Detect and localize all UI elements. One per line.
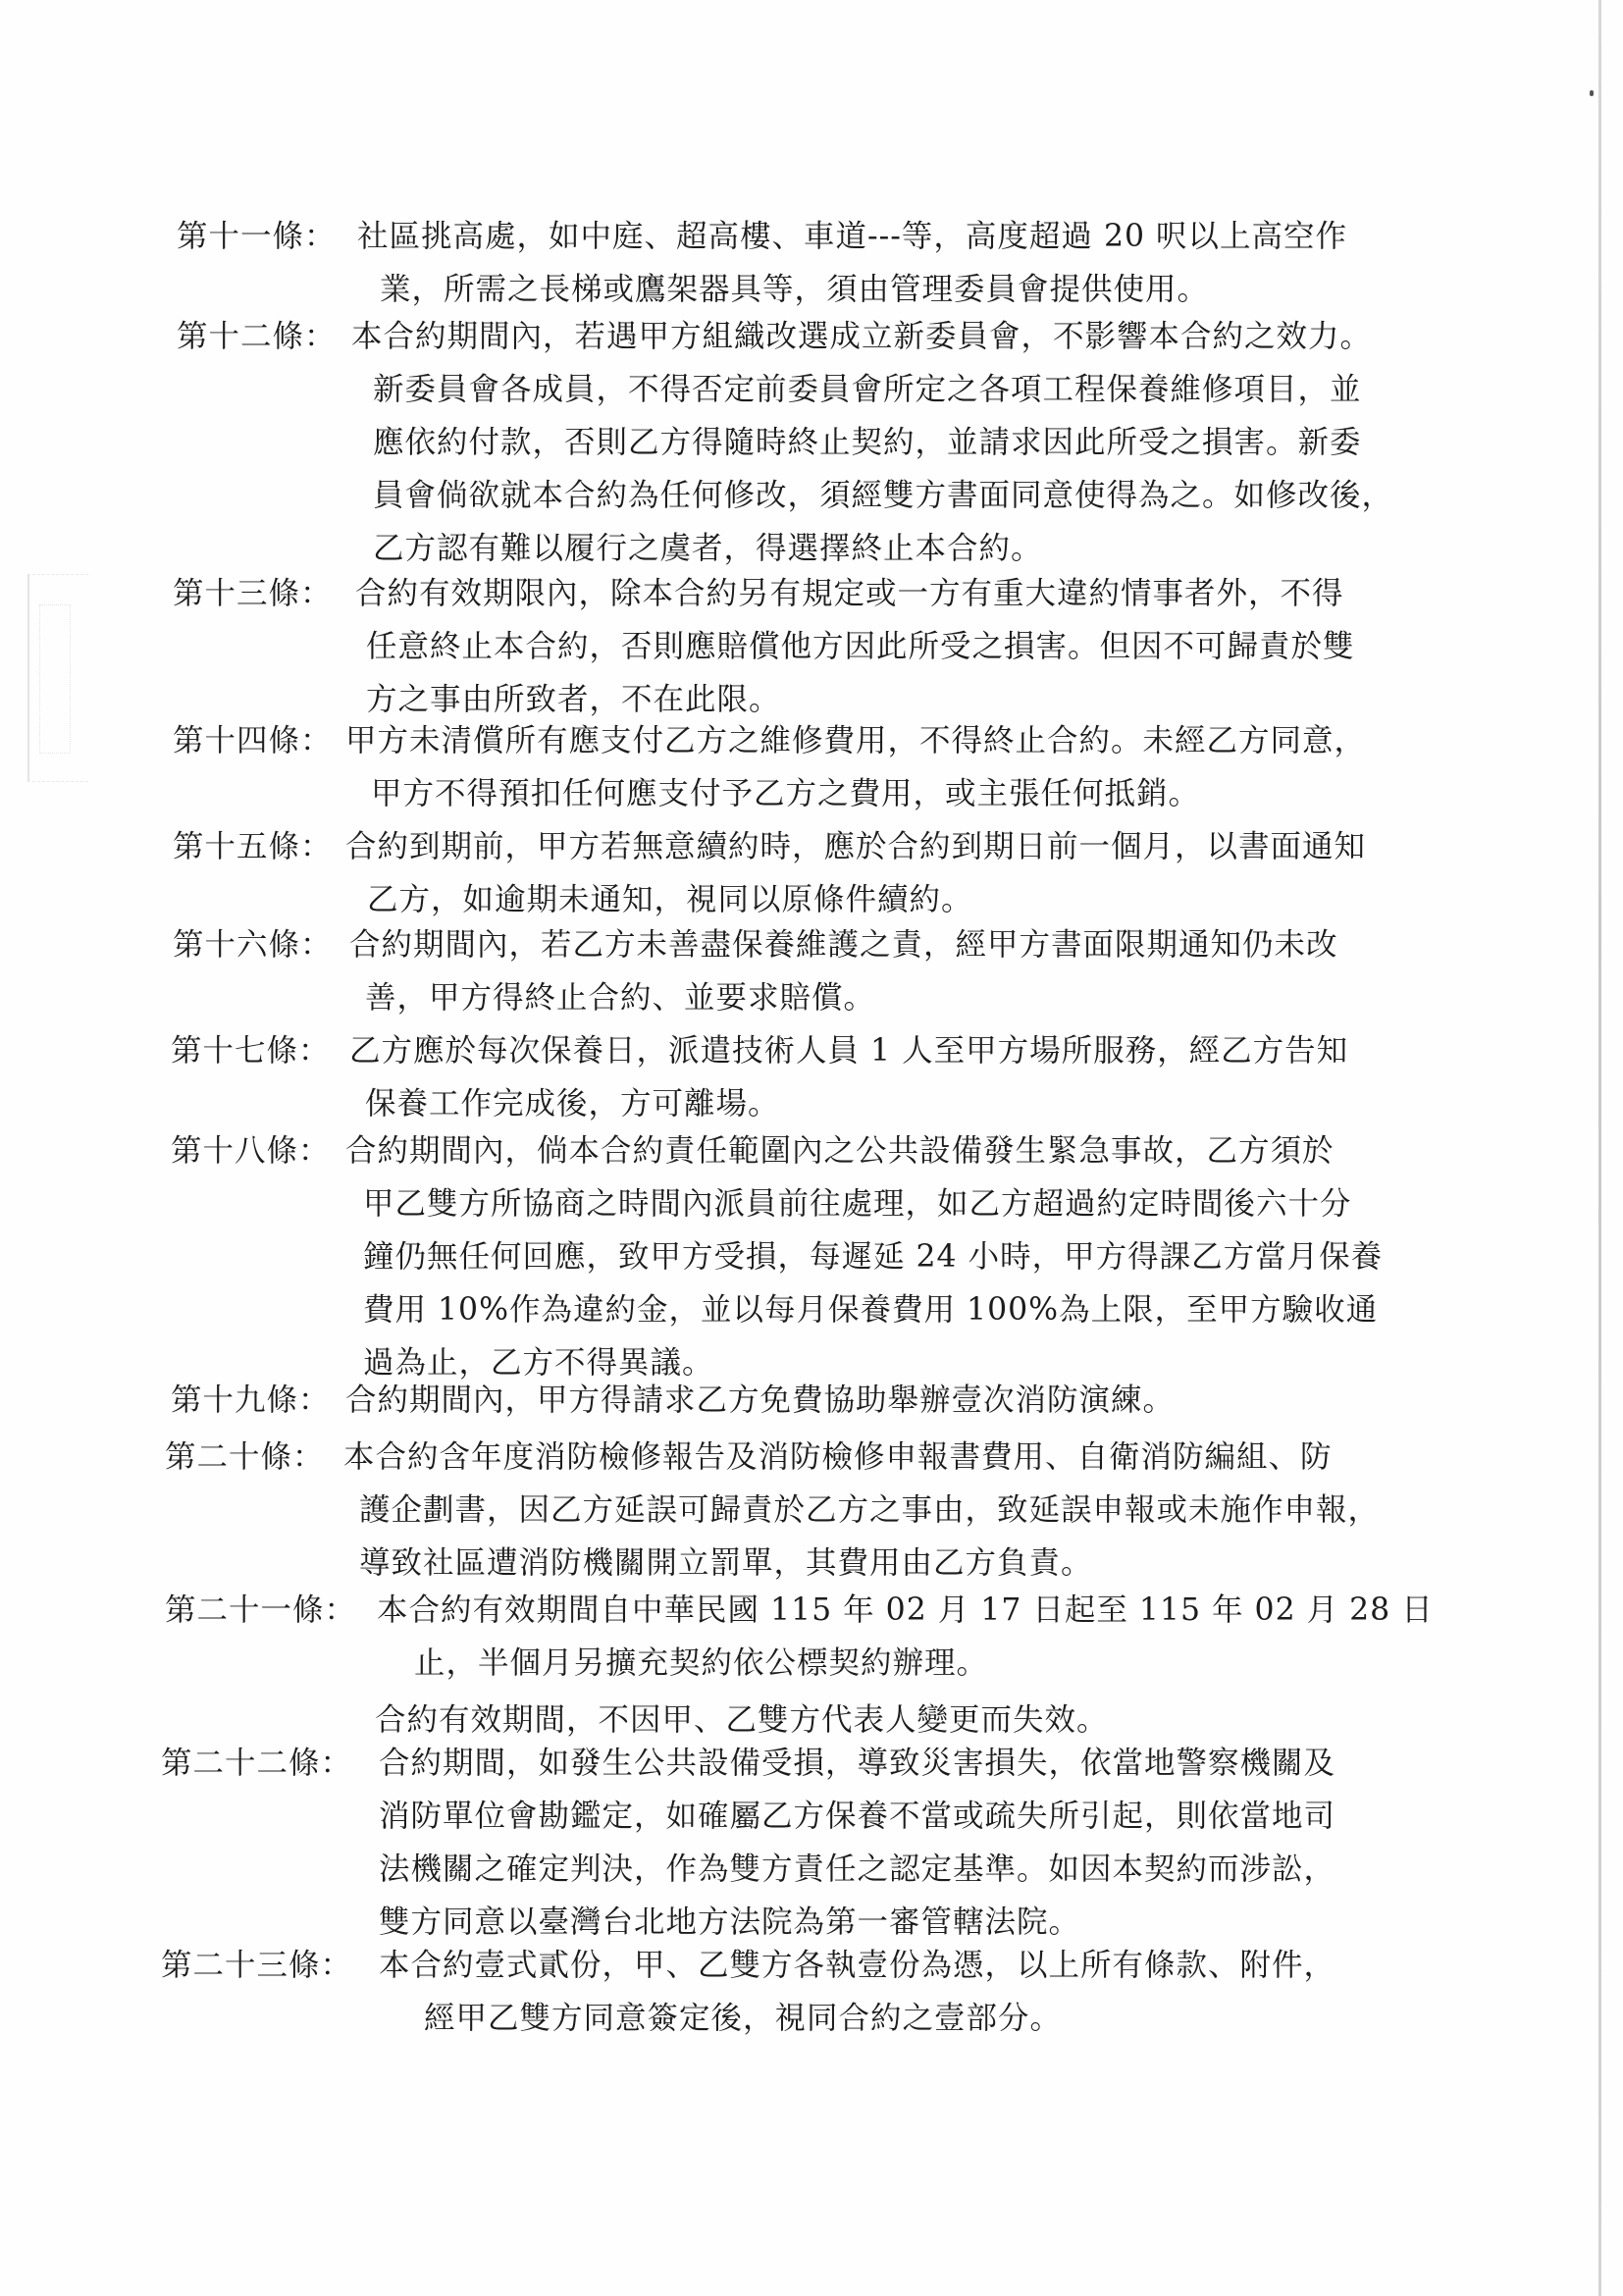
clause-label: 第十八條： (171, 1133, 331, 1169)
clause-label: 第二十三條： (161, 1948, 353, 1983)
clause-label: 第二十條： (165, 1439, 325, 1475)
clause-line: 甲方未清償所有應支付乙方之維修費用，不得終止合約。未經乙方同意， (345, 723, 1367, 758)
clause-line: 雙方同意以臺灣台北地方法院為第一審管轄法院。 (379, 1905, 1081, 1940)
clause-line: 導致社區遭消防機關開立罰單，其費用由乙方負責。 (359, 1545, 1093, 1581)
scan-edge-line (1598, 0, 1601, 2296)
clause-label: 第十二條： (177, 319, 337, 354)
clause-label: 第十四條： (173, 723, 333, 758)
clause-line: 護企劃書，因乙方延誤可歸責於乙方之事由，致延誤申報或未施作申報， (359, 1492, 1381, 1528)
clause-line: 過為止，乙方不得異議。 (363, 1345, 714, 1381)
clause-line: 法機關之確定判決，作為雙方責任之認定基準。如因本契約而涉訟， (379, 1852, 1336, 1887)
clause-line: 合約有效期間，不因甲、乙雙方代表人變更而失效。 (375, 1702, 1109, 1738)
clause-line: 本合約含年度消防檢修報告及消防檢修申報書費用、自衛消防編組、防 (343, 1439, 1333, 1475)
clause-line: 社區挑高處，如中庭、超高樓、車道---等，高度超過 20 呎以上高空作 (357, 219, 1348, 254)
clause-line: 費用 10%作為違約金，並以每月保養費用 100%為上限，至甲方驗收通 (363, 1292, 1379, 1328)
faint-stamp-trace (27, 574, 88, 782)
clause-line: 合約有效期限內，除本合約另有規定或一方有重大違約情事者外，不得 (355, 576, 1344, 611)
clause-label: 第二十二條： (161, 1746, 353, 1781)
clause-line: 乙方應於每次保養日，派遣技術人員 1 人至甲方場所服務，經乙方告知 (349, 1033, 1349, 1069)
clause-label: 第十一條： (177, 219, 337, 254)
clause-line: 止，半個月另擴充契約依公標契約辦理。 (414, 1645, 989, 1681)
clause-line: 方之事由所致者，不在此限。 (366, 682, 781, 717)
clause-line: 應依約付款，否則乙方得隨時終止契約，並請求因此所受之損害。新委 (373, 425, 1362, 460)
clause-line: 善，甲方得終止合約、並要求賠償。 (365, 980, 876, 1016)
clause-line: 新委員會各成員，不得否定前委員會所定之各項工程保養維修項目，並 (373, 372, 1362, 407)
clause-label: 第十五條： (173, 829, 333, 864)
clause-line: 業，所需之長梯或鷹架器具等，須由管理委員會提供使用。 (380, 272, 1210, 307)
clause-line: 本合約有效期間自中華民國 115 年 02 月 17 日起至 115 年 02 月 28 日 (377, 1592, 1434, 1628)
clause-label: 第十三條： (173, 576, 333, 611)
clause-line: 乙方認有難以履行之虞者，得選擇終止本合約。 (373, 531, 1043, 566)
clause-line: 合約期間，如發生公共設備受損，導致災害損失，依當地警察機關及 (379, 1746, 1336, 1781)
clause-line: 消防單位會勘鑑定，如確屬乙方保養不當或疏失所引起，則依當地司 (379, 1799, 1336, 1834)
clause-label: 第十七條： (171, 1033, 331, 1069)
clause-label: 第十六條： (173, 927, 333, 963)
clause-line: 員會倘欲就本合約為任何修改，須經雙方書面同意使得為之。如修改後， (373, 478, 1394, 513)
clause-line: 合約期間內，倘本合約責任範圍內之公共設備發生緊急事故，乙方須於 (345, 1133, 1335, 1169)
clause-line: 經甲乙雙方同意簽定後，視同合約之壹部分。 (424, 2001, 1063, 2036)
clause-line: 乙方，如逾期未通知，視同以原條件續約。 (367, 882, 973, 917)
scan-speck (1590, 90, 1594, 96)
clause-line: 合約到期前，甲方若無意續約時，應於合約到期日前一個月，以書面通知 (345, 829, 1367, 864)
clause-line: 本合約壹式貳份，甲、乙雙方各執壹份為憑，以上所有條款、附件， (379, 1948, 1336, 1983)
clause-line: 甲方不得預扣任何應支付予乙方之費用，或主張任何抵銷。 (371, 776, 1201, 811)
clause-label: 第二十一條： (165, 1592, 357, 1628)
clause-line: 本合約期間內，若遇甲方組織改選成立新委員會，不影響本合約之效力。 (351, 319, 1373, 354)
clause-line: 合約期間內，若乙方未善盡保養維護之責，經甲方書面限期通知仍未改 (349, 927, 1338, 963)
clause-line: 任意終止本合約，否則應賠償他方因此所受之損害。但因不可歸責於雙 (366, 629, 1355, 664)
clause-line: 鐘仍無任何回應，致甲方受損，每遲延 24 小時，甲方得課乙方當月保養 (363, 1239, 1384, 1275)
clause-line: 保養工作完成後，方可離場。 (365, 1086, 780, 1122)
clause-line: 甲乙雙方所協商之時間內派員前往處理，如乙方超過約定時間後六十分 (363, 1186, 1352, 1222)
clause-line: 合約期間內，甲方得請求乙方免費協助舉辦壹次消防演練。 (345, 1383, 1176, 1418)
clause-label: 第十九條： (171, 1383, 331, 1418)
